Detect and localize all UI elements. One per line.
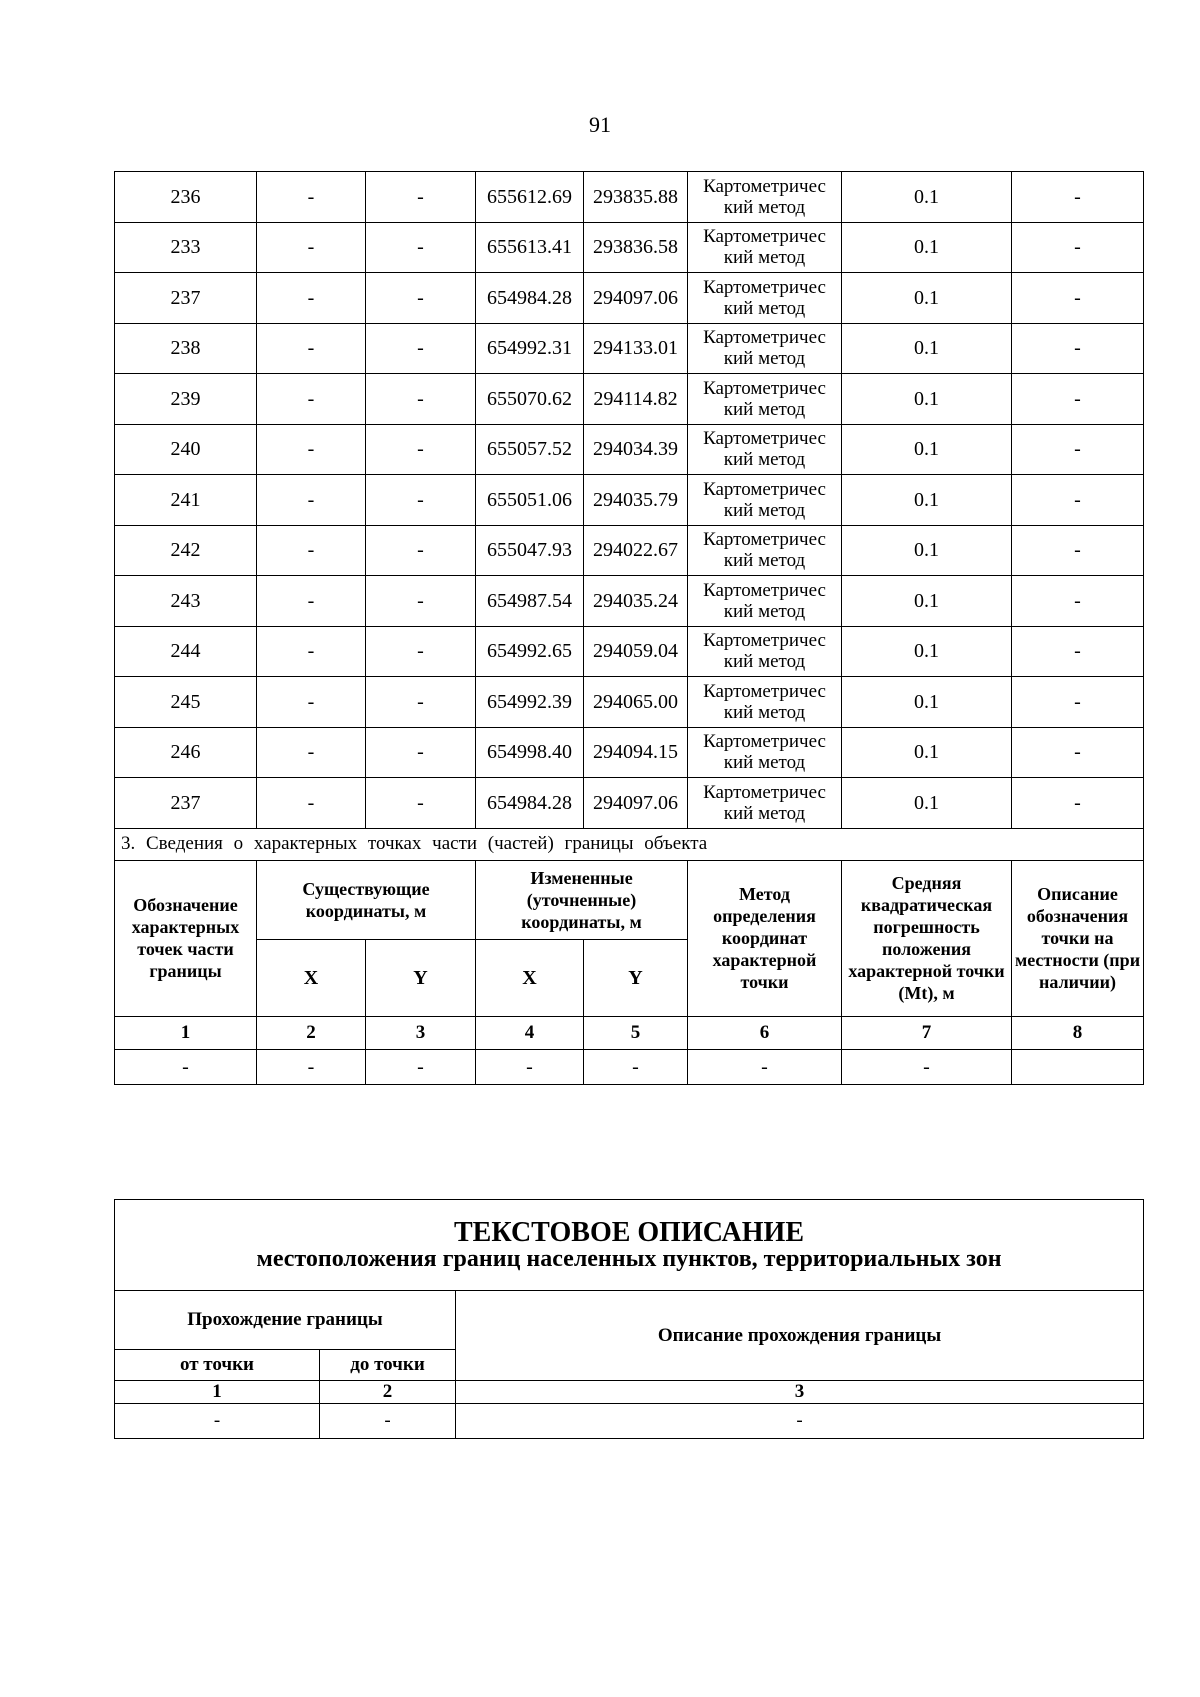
changed-x-cell: 655047.93 xyxy=(476,525,584,576)
accuracy-cell: 0.1 xyxy=(842,424,1012,475)
point-id-cell: 233 xyxy=(115,222,257,273)
accuracy-cell: 0.1 xyxy=(842,626,1012,677)
point-id-cell: 244 xyxy=(115,626,257,677)
method-cell: Картометричес кий метод xyxy=(688,374,842,425)
table-cell: - xyxy=(257,1049,366,1084)
header-changed-y: Y xyxy=(584,939,688,1016)
page-number: 91 xyxy=(589,112,611,137)
column-number: 1 xyxy=(115,1381,320,1404)
accuracy-cell: 0.1 xyxy=(842,778,1012,829)
changed-y-cell: 294094.15 xyxy=(584,727,688,778)
empty-data-row xyxy=(115,1404,1144,1439)
description-cell: - xyxy=(1012,172,1144,223)
method-cell: Картометричес кий метод xyxy=(688,273,842,324)
description-cell: - xyxy=(1012,677,1144,728)
changed-y-cell: 294035.79 xyxy=(584,475,688,526)
changed-y-cell: 293836.58 xyxy=(584,222,688,273)
changed-x-cell: 654992.65 xyxy=(476,626,584,677)
header-from-point: от точки xyxy=(115,1350,320,1381)
changed-y-cell: 294022.67 xyxy=(584,525,688,576)
existing-x-cell: - xyxy=(257,273,366,324)
existing-x-cell: - xyxy=(257,626,366,677)
header-changed-coordinates: Измененные (уточненные) координаты, м xyxy=(476,860,688,939)
point-id-cell: 240 xyxy=(115,424,257,475)
title-row xyxy=(115,1200,1144,1291)
existing-y-cell: - xyxy=(366,424,476,475)
point-id-cell: 237 xyxy=(115,778,257,829)
header-existing-coordinates: Существующие координаты, м xyxy=(257,860,476,939)
changed-x-cell: 654987.54 xyxy=(476,576,584,627)
coordinates-table xyxy=(114,171,1144,1085)
accuracy-cell: 0.1 xyxy=(842,172,1012,223)
description-cell: - xyxy=(1012,626,1144,677)
empty-data-row xyxy=(115,1049,1144,1084)
existing-y-cell: - xyxy=(366,626,476,677)
existing-x-cell: - xyxy=(257,677,366,728)
method-cell: Картометричес кий метод xyxy=(688,222,842,273)
table-row xyxy=(115,424,1144,475)
changed-x-cell: 654984.28 xyxy=(476,778,584,829)
existing-y-cell: - xyxy=(366,273,476,324)
description-cell: - xyxy=(1012,273,1144,324)
existing-y-cell: - xyxy=(366,172,476,223)
point-id-cell: 246 xyxy=(115,727,257,778)
header-existing-y: Y xyxy=(366,939,476,1016)
description-cell: - xyxy=(1012,222,1144,273)
accuracy-cell: 0.1 xyxy=(842,525,1012,576)
accuracy-cell: 0.1 xyxy=(842,576,1012,627)
header-row-1 xyxy=(115,860,1144,939)
text-description-table xyxy=(114,1199,1144,1439)
column-numbers-row xyxy=(115,1016,1144,1049)
column-number: 8 xyxy=(1012,1016,1144,1049)
changed-y-cell: 294097.06 xyxy=(584,778,688,829)
point-id-cell: 238 xyxy=(115,323,257,374)
existing-x-cell: - xyxy=(257,727,366,778)
table-row xyxy=(115,576,1144,627)
method-cell: Картометричес кий метод xyxy=(688,525,842,576)
changed-y-cell: 293835.88 xyxy=(584,172,688,223)
point-id-cell: 245 xyxy=(115,677,257,728)
existing-x-cell: - xyxy=(257,222,366,273)
table-cell: - xyxy=(476,1049,584,1084)
existing-x-cell: - xyxy=(257,172,366,223)
description-cell: - xyxy=(1012,727,1144,778)
accuracy-cell: 0.1 xyxy=(842,475,1012,526)
method-cell: Картометричес кий метод xyxy=(688,424,842,475)
existing-x-cell: - xyxy=(257,424,366,475)
existing-y-cell: - xyxy=(366,677,476,728)
description-cell: - xyxy=(1012,475,1144,526)
method-cell: Картометричес кий метод xyxy=(688,323,842,374)
existing-x-cell: - xyxy=(257,576,366,627)
header-boundary-passage: Прохождение границы xyxy=(115,1291,456,1350)
table-row xyxy=(115,222,1144,273)
description-cell: - xyxy=(1012,374,1144,425)
changed-x-cell: 655051.06 xyxy=(476,475,584,526)
existing-y-cell: - xyxy=(366,576,476,627)
changed-y-cell: 294065.00 xyxy=(584,677,688,728)
changed-y-cell: 294133.01 xyxy=(584,323,688,374)
accuracy-cell: 0.1 xyxy=(842,677,1012,728)
coordinates-table-body xyxy=(115,172,1144,829)
description-cell: - xyxy=(1012,778,1144,829)
header-point-description: Описание обозначения точки на местности (при наличии) xyxy=(1012,860,1144,1016)
changed-x-cell: 654992.39 xyxy=(476,677,584,728)
existing-x-cell: - xyxy=(257,374,366,425)
changed-x-cell: 655613.41 xyxy=(476,222,584,273)
existing-y-cell: - xyxy=(366,778,476,829)
existing-x-cell: - xyxy=(257,323,366,374)
existing-x-cell: - xyxy=(257,778,366,829)
header-row-1 xyxy=(115,1291,1144,1350)
changed-y-cell: 294097.06 xyxy=(584,273,688,324)
accuracy-cell: 0.1 xyxy=(842,323,1012,374)
table-cell: - xyxy=(320,1404,456,1439)
header-point-designation: Обозначение характерных точек части границы xyxy=(115,860,257,1016)
point-id-cell: 242 xyxy=(115,525,257,576)
text-description-title-cell xyxy=(115,1200,1144,1291)
table-cell: - xyxy=(456,1404,1144,1439)
table-cell: - xyxy=(366,1049,476,1084)
changed-y-cell: 294059.04 xyxy=(584,626,688,677)
table-cell: - xyxy=(842,1049,1012,1084)
accuracy-cell: 0.1 xyxy=(842,374,1012,425)
table-row xyxy=(115,727,1144,778)
method-cell: Картометричес кий метод xyxy=(688,172,842,223)
method-cell: Картометричес кий метод xyxy=(688,626,842,677)
accuracy-cell: 0.1 xyxy=(842,222,1012,273)
method-cell: Картометричес кий метод xyxy=(688,475,842,526)
point-id-cell: 236 xyxy=(115,172,257,223)
accuracy-cell: 0.1 xyxy=(842,273,1012,324)
point-id-cell: 241 xyxy=(115,475,257,526)
column-number: 3 xyxy=(366,1016,476,1049)
existing-y-cell: - xyxy=(366,525,476,576)
existing-y-cell: - xyxy=(366,222,476,273)
table-row xyxy=(115,626,1144,677)
table-row xyxy=(115,172,1144,223)
text-description-title: ТЕКСТОВОЕ ОПИСАНИЕ xyxy=(454,1217,805,1248)
changed-y-cell: 294114.82 xyxy=(584,374,688,425)
table-row xyxy=(115,778,1144,829)
table-cell xyxy=(1012,1049,1144,1084)
existing-x-cell: - xyxy=(257,475,366,526)
changed-x-cell: 654984.28 xyxy=(476,273,584,324)
description-cell: - xyxy=(1012,323,1144,374)
existing-x-cell: - xyxy=(257,525,366,576)
table-row xyxy=(115,273,1144,324)
method-cell: Картометричес кий метод xyxy=(688,727,842,778)
method-cell: Картометричес кий метод xyxy=(688,778,842,829)
table-row xyxy=(115,323,1144,374)
header-boundary-description: Описание прохождения границы xyxy=(456,1291,1144,1381)
table-cell: - xyxy=(115,1404,320,1439)
method-cell: Картометричес кий метод xyxy=(688,677,842,728)
section-3-title-row xyxy=(115,828,1144,860)
changed-x-cell: 655070.62 xyxy=(476,374,584,425)
changed-y-cell: 294034.39 xyxy=(584,424,688,475)
point-id-cell: 239 xyxy=(115,374,257,425)
existing-y-cell: - xyxy=(366,727,476,778)
table-row xyxy=(115,475,1144,526)
point-id-cell: 237 xyxy=(115,273,257,324)
table-row xyxy=(115,677,1144,728)
column-number: 2 xyxy=(320,1381,456,1404)
header-method: Метод определения координат характерной точки xyxy=(688,860,842,1016)
description-cell: - xyxy=(1012,576,1144,627)
column-number: 7 xyxy=(842,1016,1012,1049)
column-number: 4 xyxy=(476,1016,584,1049)
section-3-title: 3. Сведения о характерных точках части (частей) границы объекта xyxy=(115,828,1144,860)
changed-y-cell: 294035.24 xyxy=(584,576,688,627)
description-cell: - xyxy=(1012,424,1144,475)
changed-x-cell: 654998.40 xyxy=(476,727,584,778)
point-id-cell: 243 xyxy=(115,576,257,627)
column-number: 3 xyxy=(456,1381,1144,1404)
changed-x-cell: 654992.31 xyxy=(476,323,584,374)
existing-y-cell: - xyxy=(366,374,476,425)
table-cell: - xyxy=(584,1049,688,1084)
header-accuracy: Средняя квадратическая погрешность положения характерной точки (Mt), м xyxy=(842,860,1012,1016)
header-changed-x: X xyxy=(476,939,584,1016)
column-number: 2 xyxy=(257,1016,366,1049)
header-to-point: до точки xyxy=(320,1350,456,1381)
header-existing-x: X xyxy=(257,939,366,1016)
table-cell: - xyxy=(115,1049,257,1084)
changed-x-cell: 655057.52 xyxy=(476,424,584,475)
section-3-block xyxy=(115,828,1144,1084)
description-cell: - xyxy=(1012,525,1144,576)
column-number: 5 xyxy=(584,1016,688,1049)
table-row xyxy=(115,374,1144,425)
column-number: 6 xyxy=(688,1016,842,1049)
column-numbers-row xyxy=(115,1381,1144,1404)
table-row xyxy=(115,525,1144,576)
existing-y-cell: - xyxy=(366,323,476,374)
existing-y-cell: - xyxy=(366,475,476,526)
accuracy-cell: 0.1 xyxy=(842,727,1012,778)
changed-x-cell: 655612.69 xyxy=(476,172,584,223)
table-cell: - xyxy=(688,1049,842,1084)
text-description-subtitle: местоположения границ населенных пунктов, территориальных зон xyxy=(256,1246,1002,1272)
method-cell: Картометричес кий метод xyxy=(688,576,842,627)
column-number: 1 xyxy=(115,1016,257,1049)
